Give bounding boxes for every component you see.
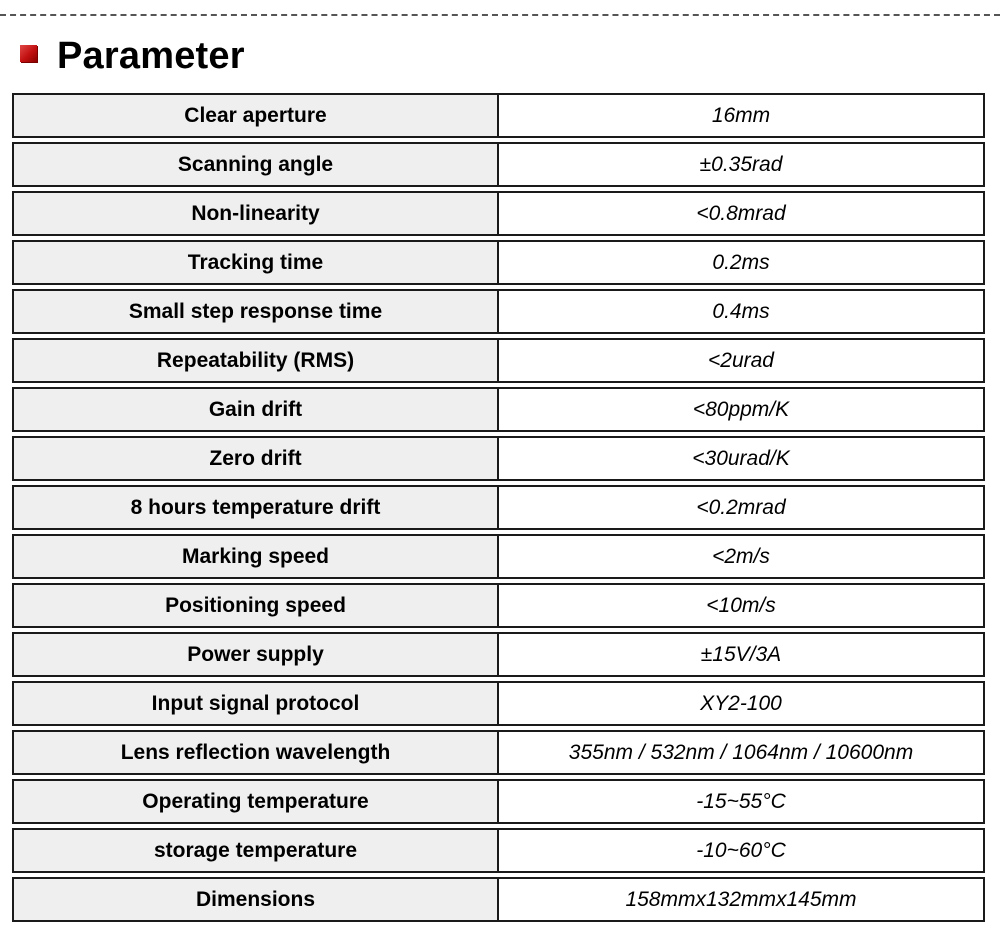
parameter-value: <2m/s <box>499 534 985 579</box>
parameter-value: <80ppm/K <box>499 387 985 432</box>
parameter-name: Input signal protocol <box>12 681 499 726</box>
parameter-value: 0.4ms <box>499 289 985 334</box>
parameter-value: 16mm <box>499 93 985 138</box>
parameter-name: Clear aperture <box>12 93 499 138</box>
parameter-value: <0.8mrad <box>499 191 985 236</box>
table-row <box>12 779 985 824</box>
parameter-value: <2urad <box>499 338 985 383</box>
dashed-divider <box>0 14 1000 16</box>
parameter-name: Dimensions <box>12 877 499 922</box>
parameter-value: XY2-100 <box>499 681 985 726</box>
parameter-name: Repeatability (RMS) <box>12 338 499 383</box>
parameter-value: -15~55°C <box>499 779 985 824</box>
table-row <box>12 338 985 383</box>
table-row <box>12 583 985 628</box>
table-row <box>12 289 985 334</box>
table-row <box>12 681 985 726</box>
parameter-name: Positioning speed <box>12 583 499 628</box>
parameter-name: Non-linearity <box>12 191 499 236</box>
section-heading <box>20 32 245 80</box>
square-bullet-icon <box>20 45 37 62</box>
parameter-value: -10~60°C <box>499 828 985 873</box>
parameter-value: ±0.35rad <box>499 142 985 187</box>
table-row <box>12 632 985 677</box>
section-title: Parameter <box>57 34 245 77</box>
table-row <box>12 142 985 187</box>
parameter-value: 158mmx132mmx145mm <box>499 877 985 922</box>
table-row <box>12 730 985 775</box>
parameter-name: Tracking time <box>12 240 499 285</box>
parameter-name: Zero drift <box>12 436 499 481</box>
parameter-name: storage temperature <box>12 828 499 873</box>
parameter-name: Operating temperature <box>12 779 499 824</box>
table-row <box>12 534 985 579</box>
parameter-name: Gain drift <box>12 387 499 432</box>
parameter-name: Power supply <box>12 632 499 677</box>
parameter-value: ±15V/3A <box>499 632 985 677</box>
parameter-name: Scanning angle <box>12 142 499 187</box>
table-row <box>12 387 985 432</box>
table-row <box>12 240 985 285</box>
table-row <box>12 93 985 138</box>
table-row <box>12 828 985 873</box>
parameter-name: 8 hours temperature drift <box>12 485 499 530</box>
parameter-table <box>12 93 985 926</box>
table-row <box>12 436 985 481</box>
table-row <box>12 877 985 922</box>
parameter-name: Small step response time <box>12 289 499 334</box>
parameter-value: 355nm / 532nm / 1064nm / 10600nm <box>499 730 985 775</box>
parameter-value: <0.2mrad <box>499 485 985 530</box>
parameter-name: Marking speed <box>12 534 499 579</box>
table-row <box>12 191 985 236</box>
parameter-value: <30urad/K <box>499 436 985 481</box>
parameter-value: 0.2ms <box>499 240 985 285</box>
parameter-name: Lens reflection wavelength <box>12 730 499 775</box>
table-row <box>12 485 985 530</box>
parameter-value: <10m/s <box>499 583 985 628</box>
